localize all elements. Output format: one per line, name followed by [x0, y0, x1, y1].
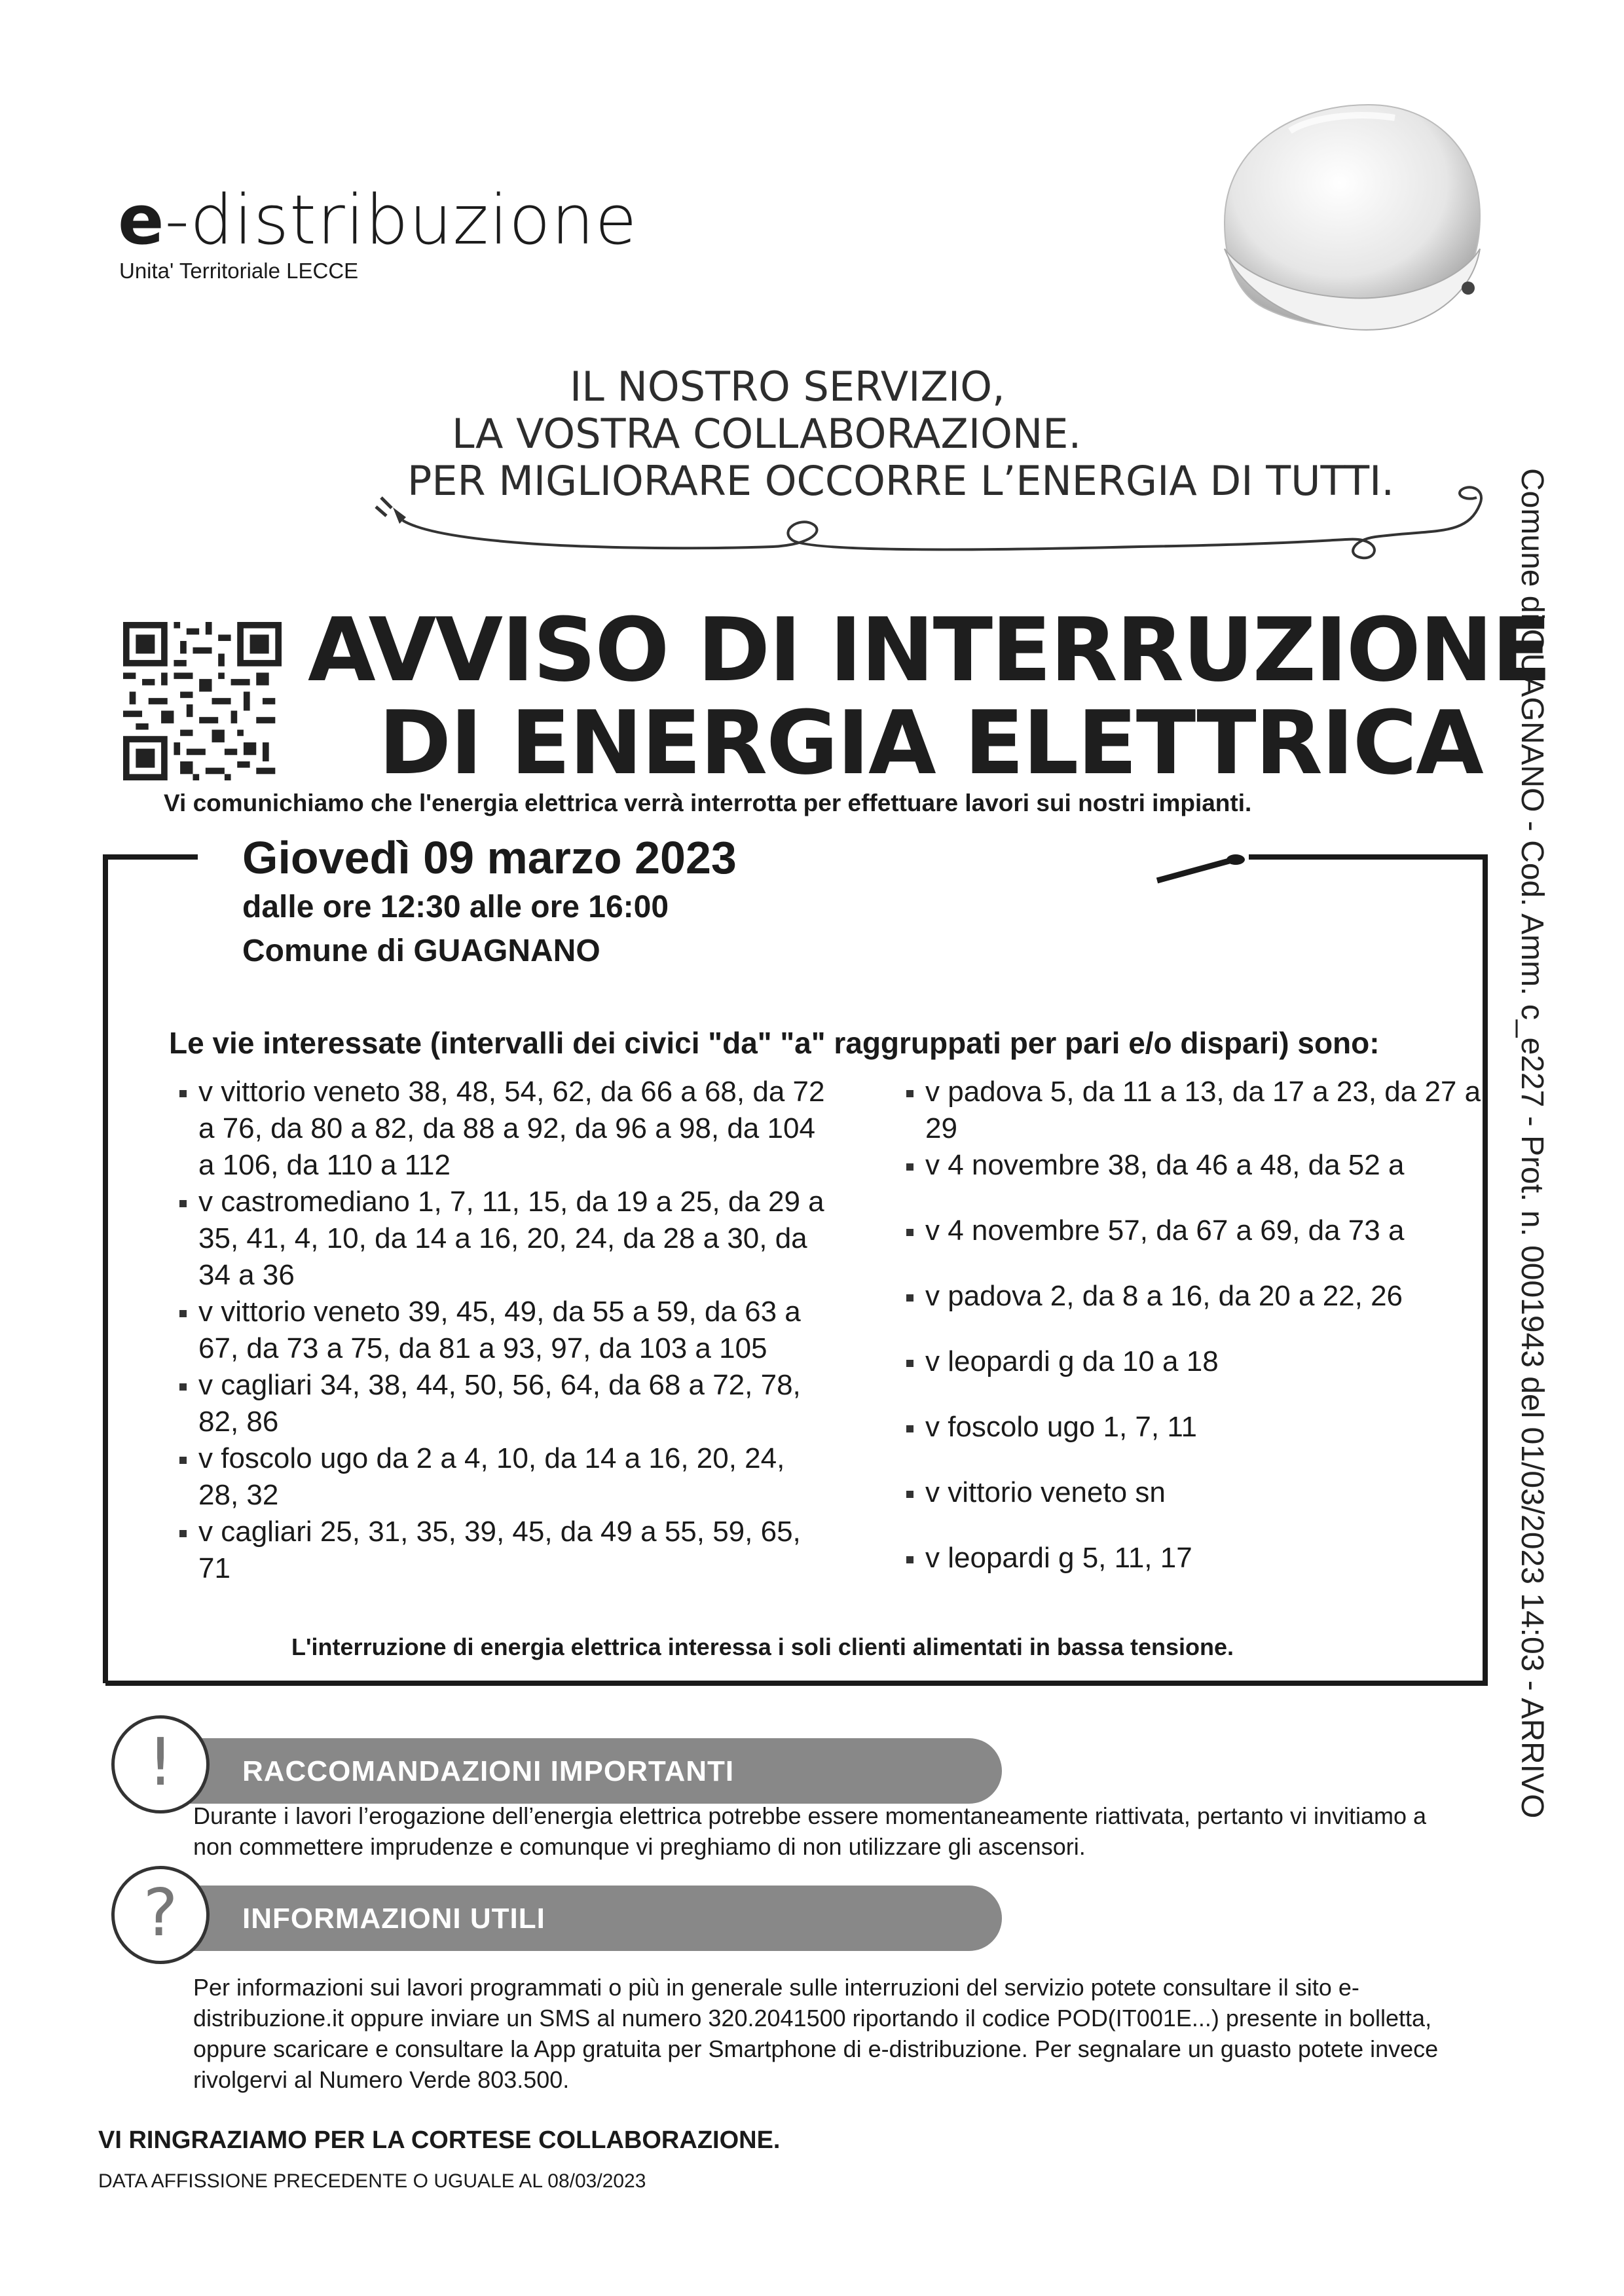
intro-text: Vi comunichiamo che l'energia elettrica verrà interrotta per effettuare lavori sui nostri impianti. [164, 790, 1252, 816]
recommendations-banner [157, 1738, 1002, 1804]
exclamation-glyph: ! [147, 1724, 174, 1800]
list-item: v cagliari 25, 31, 35, 39, 45, da 49 a 55, 59, 65, 71 [177, 1514, 832, 1587]
title-line-1: AVVISO DI INTERRUZIONE [308, 599, 1551, 701]
info-banner [157, 1886, 1002, 1951]
question-icon [111, 1866, 210, 1964]
question-glyph: ? [143, 1874, 178, 1951]
list-item: v 4 novembre 38, da 46 a 48, da 52 a [904, 1147, 1493, 1184]
title-line-2: DI ENERGIA ELETTRICA [378, 692, 1483, 794]
territorial-unit: Unita' Territoriale LECCE [119, 259, 359, 283]
list-item: v vittorio veneto 39, 45, 49, da 55 a 59, da 63 a 67, da 73 a 75, da 81 a 93, 97, da 103 a 105 [177, 1294, 832, 1367]
slogan-line-2: LA VOSTRA COLLABORAZIONE. [452, 410, 1082, 458]
streets-intro: Le vie interessate (intervalli dei civici "da" "a" raggruppati per pari e/o dispari) sono: [169, 1026, 1380, 1060]
streets-list-left [177, 1074, 832, 1587]
recommendations-heading: RACCOMANDAZIONI IMPORTANTI [242, 1755, 735, 1787]
thanks-text: VI RINGRAZIAMO PER LA CORTESE COLLABORAZIONE. [98, 2126, 781, 2154]
qr-code[interactable] [123, 622, 282, 780]
recommendations-text: Durante i lavori l’erogazione dell’energia elettrica potrebbe essere momentaneamente riattivata, pertanto vi invitiamo a non commettere imprudenze e comunque vi preghiamo di non utilizzare gli ascensori. [193, 1802, 1427, 1860]
list-item: v foscolo ugo da 2 a 4, 10, da 14 a 16, 20, 24, 28, 32 [177, 1440, 832, 1514]
list-item: v foscolo ugo 1, 7, 11 [904, 1409, 1493, 1446]
list-item: v 4 novembre 57, da 67 a 69, da 73 a [904, 1212, 1493, 1249]
exclamation-icon [111, 1715, 210, 1813]
streets-list-right [904, 1074, 1493, 1605]
list-item: v padova 2, da 8 a 16, da 20 a 22, 26 [904, 1278, 1493, 1315]
slogan-line-1: IL NOSTRO SERVIZIO, [570, 363, 1005, 410]
logo-text: -distribuzione [164, 180, 638, 260]
info-text: Per informazioni sui lavori programmati o più in generale sulle interruzioni del servizio potete consultare il sito e-distribuzione.it oppure inviare un SMS al numero 320.2041500 riportando il codice POD(IT001E...) presente in bolletta, oppure scaricare e consultare la App gratuita per Smartphone di e-distribuzione. Per segnalare un guasto potete invece rivolgervi al Numero Verde 803.500. [193, 1974, 1439, 2093]
logo-mark: e [118, 180, 165, 260]
list-item: v cagliari 34, 38, 44, 50, 56, 64, da 68 a 72, 78, 82, 86 [177, 1367, 832, 1440]
plug-cable-decoration [354, 478, 1493, 583]
list-item: v vittorio veneto 38, 48, 54, 62, da 66 a 68, da 72 a 76, da 80 a 82, da 88 a 92, da 96 a 98, da 104 a 106, da 110 a 112 [177, 1074, 832, 1184]
info-heading: INFORMAZIONI UTILI [242, 1903, 545, 1935]
list-item: v castromediano 1, 7, 11, 15, da 19 a 25, da 29 a 35, 41, 4, 10, da 14 a 16, 20, 24, da 28 a 30, da 34 a 36 [177, 1184, 832, 1294]
helmet-illustration [1185, 92, 1493, 354]
interruption-date: Giovedì 09 marzo 2023 [242, 832, 737, 883]
interruption-hours: dalle ore 12:30 alle ore 16:00 [242, 890, 669, 924]
protocol-stamp-text: Comune di GUAGNANO - Cod. Amm. c_e227 - Prot. n. 0001943 del 01/03/2023 14:03 - ARRIVO [1515, 468, 1549, 1819]
list-item: v leopardi g da 10 a 18 [904, 1343, 1493, 1380]
interruption-comune: Comune di GUAGNANO [242, 934, 600, 968]
notice-title [308, 599, 1551, 794]
low-voltage-note: L'interruzione di energia elettrica interessa i soli clienti alimentati in bassa tensione. [291, 1633, 1234, 1660]
slogan-line-3: PER MIGLIORARE OCCORRE L’ENERGIA DI TUTTI. [407, 457, 1395, 505]
brand-logo [118, 180, 638, 260]
list-item: v leopardi g 5, 11, 17 [904, 1540, 1493, 1576]
posting-date: DATA AFFISSIONE PRECEDENTE O UGUALE AL 08/03/2023 [98, 2170, 646, 2192]
list-item: v padova 5, da 11 a 13, da 17 a 23, da 27 a 29 [904, 1074, 1493, 1147]
list-item: v vittorio veneto sn [904, 1474, 1493, 1511]
